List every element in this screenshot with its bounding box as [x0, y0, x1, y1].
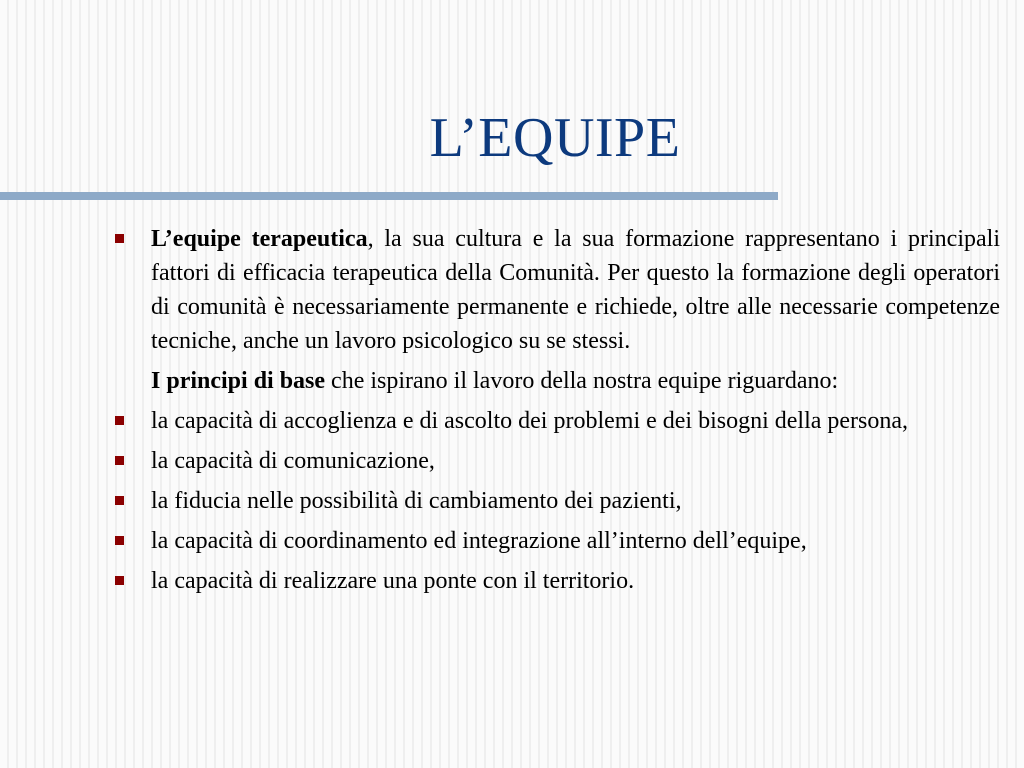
list-item-text: la capacità di realizzare una ponte con il territorio.	[151, 568, 635, 594]
intro-bold-lead: L’equipe terapeutica	[151, 226, 368, 252]
list-item-text: la capacità di accoglienza e di ascolto dei problemi e dei bisogni della persona,	[151, 408, 909, 434]
principles-paragraph	[112, 364, 1000, 398]
list-item	[112, 564, 1000, 598]
square-bullet-icon	[115, 536, 124, 545]
square-bullet-icon	[115, 576, 124, 585]
list-item-text: la capacità di comunicazione,	[151, 448, 435, 474]
intro-text: , la sua cultura e la sua formazione rappresentano i principali fattori di efficacia terapeutica della Comunità. Per questo la formazione degli operatori di comunità è necessariamente permanente e richiede, oltre alle necessarie competenze tecniche, anche un lavoro psicologico su se stessi.	[151, 226, 1000, 354]
square-bullet-icon	[115, 456, 124, 465]
square-bullet-icon	[115, 496, 124, 505]
list-item-text: la fiducia nelle possibilità di cambiamento dei pazienti,	[151, 488, 682, 514]
slide-content	[112, 222, 1000, 598]
principles-bold-lead: I principi di base	[151, 368, 326, 394]
list-item	[112, 524, 1000, 558]
square-bullet-icon	[115, 234, 124, 243]
list-item	[112, 404, 1000, 438]
list-item	[112, 444, 1000, 478]
square-bullet-icon	[115, 416, 124, 425]
list-item	[112, 484, 1000, 518]
slide-title: L’EQUIPE	[429, 107, 681, 169]
intro-bullet	[112, 222, 1000, 358]
principles-text: che ispirano il lavoro della nostra equipe riguardano:	[325, 368, 839, 394]
list-item-text: la capacità di coordinamento ed integrazione all’interno dell’equipe,	[151, 528, 807, 554]
title-underline-bar	[0, 192, 778, 200]
